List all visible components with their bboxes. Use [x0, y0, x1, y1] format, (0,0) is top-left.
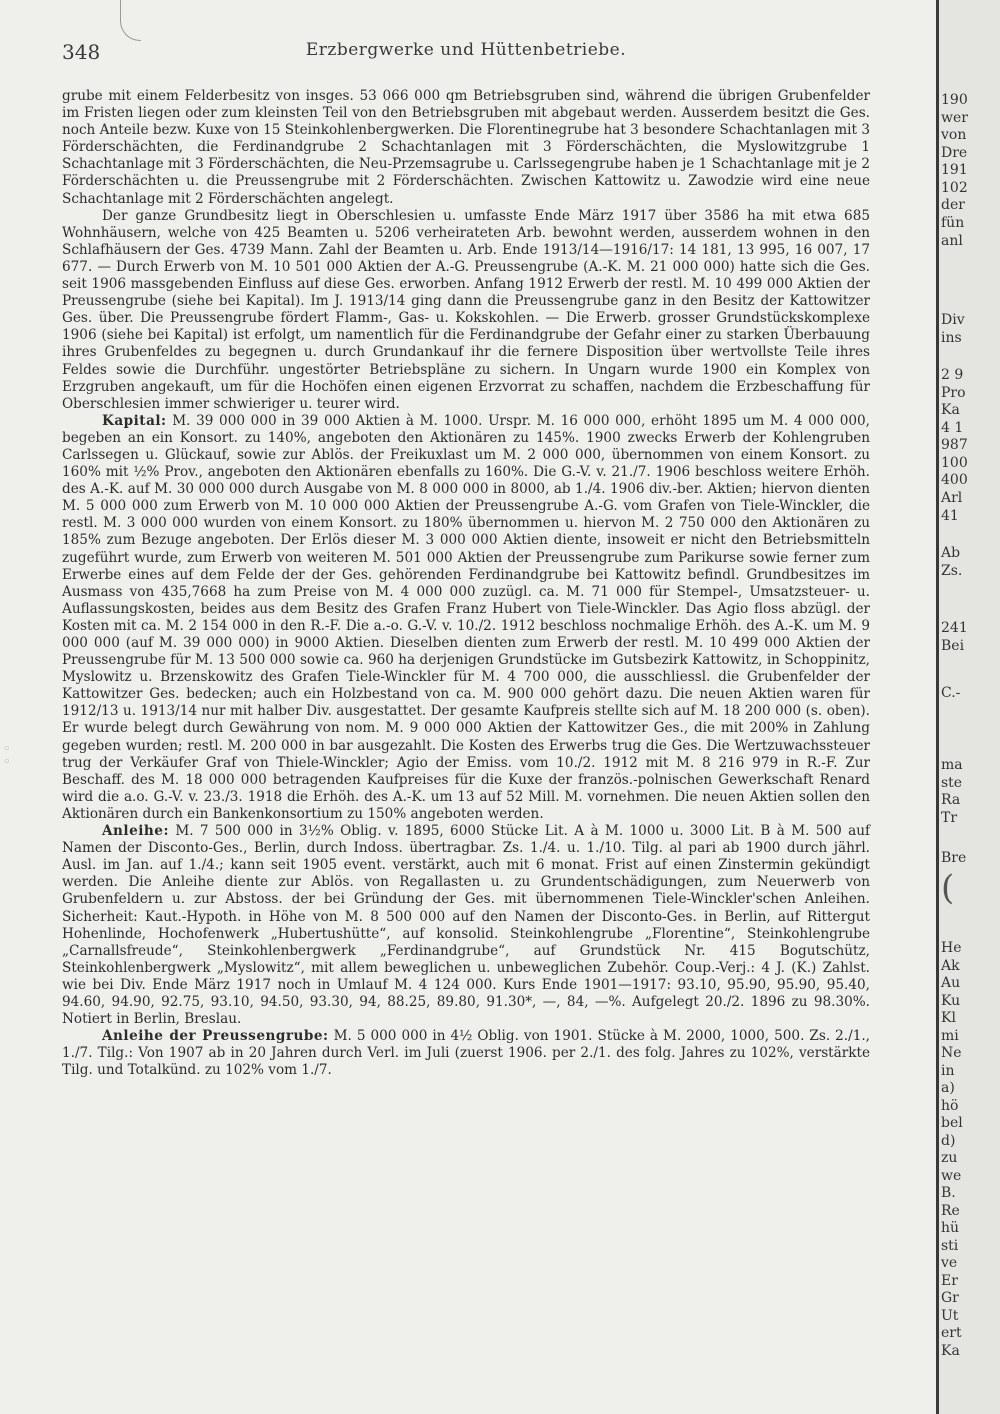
- facing-page-fragment: 100: [941, 455, 968, 471]
- facing-page-fragment: mi: [941, 1028, 959, 1044]
- facing-page-fragment: B.: [941, 1185, 956, 1201]
- facing-page-fragment: Au: [941, 975, 961, 991]
- facing-page-fragment: d): [941, 1133, 956, 1149]
- facing-page-fragment: Er: [941, 1273, 958, 1289]
- facing-page-fragment: C.-: [941, 685, 961, 701]
- facing-page-fragment: we: [941, 1168, 962, 1184]
- facing-page-fragment: Bre: [941, 850, 967, 866]
- facing-page-fragment: Ku: [941, 993, 961, 1009]
- facing-page-fragment: der: [941, 197, 965, 213]
- page-body: [62, 88, 870, 1079]
- facing-page-fragment: 190: [941, 92, 968, 108]
- facing-page-fragment: ma: [941, 757, 963, 773]
- facing-page-fragment: anl: [941, 233, 963, 249]
- facing-page-fragment: Div: [941, 312, 965, 328]
- facing-page-edge: [939, 0, 1000, 1414]
- paragraph-anleihe: [62, 823, 870, 1028]
- facing-page-fragment: ste: [941, 775, 963, 791]
- facing-page-fragment: Tr: [941, 810, 958, 826]
- facing-page-fragment: wer: [941, 110, 968, 126]
- facing-page-fragment: ert: [941, 1325, 962, 1341]
- paragraph-grundbesitz: Der ganze Grundbesitz liegt in Oberschlesien u. umfasste Ende März 1917 über 3586 ha mit etwa 685 Wohnhäusern, welche von 425 Beamten u. 5206 verheirateten Arb. bewohnt werden, ausserdem wohnen in den Schlafhäusern der Ges. 4739 Mann. Zahl der Beamten u. Arb. Ende 1913/14—1916/17: 14 181, 13 995, 16 007, 17 677. — Durch Erwerb von M. 10 501 000 Aktien der A.-G. Preussengrube (A.-K. M. 21 000 000) hatte sich die Ges. seit 1906 massgebenden Einfluss auf diese Ges. erworben. Anfang 1912 Erwerb der restl. M. 10 499 000 Aktien der Preussengrube (siehe bei Kapital). Im J. 1913/14 ging dann die Preussengrube ganz in den Besitz der Kattowitzer Ges. über. Die Preussengrube fördert Flamm-, Gas- u. Kokskohlen. — Die Erwerb. grosser Grundstückskomplexe 1906 (siehe bei Kapital) ist erfolgt, um namentlich für die Ferdinandgrube der Gefahr einer zu starken Überbauung ihres Grubenfeldes zu begegnen u. durch Grundankauf ihr die fernere Disposition über wertvollste Teile ihres Feldes sowie die Durchführ. ungestörter Betriebspläne zu sichern. In Ungarn wurde 1900 ein Komplex von Erzgruben angekauft, um für die Hochöfen einen eigenen Erzvorrat zu schaffen, nachdem die Erzbeschaffung für Oberschlesien immer schwieriger u. teurer wird.: [62, 207, 870, 412]
- facing-page-fragment: Ka: [941, 1343, 960, 1359]
- facing-page-fragment: ve: [941, 1255, 958, 1271]
- facing-page-fragment: Zs.: [941, 563, 963, 579]
- page-header: [62, 40, 870, 64]
- facing-page-fragment: Ra: [941, 792, 961, 808]
- facing-page-fragment: fün: [941, 215, 965, 231]
- facing-page-fragment: Re: [941, 1203, 960, 1219]
- facing-page-fragment: Ak: [941, 958, 960, 974]
- paragraph-kapital: [62, 413, 870, 823]
- anleihe-heading: Anleihe:: [102, 823, 169, 840]
- facing-page-fragment: Ab: [941, 545, 961, 561]
- facing-page-fragment: (: [941, 868, 955, 908]
- facing-page-fragment: Ne: [941, 1045, 962, 1061]
- facing-page-fragment: Arl: [941, 490, 963, 506]
- facing-page-fragment: Gr: [941, 1290, 959, 1306]
- facing-page-fragment: 102: [941, 180, 968, 196]
- anleihe-text: M. 7 500 000 in 3½% Oblig. v. 1895, 6000 Stücke Lit. A à M. 1000 u. 3000 Lit. B à M. 500 auf Namen der Disconto-Ges., Berlin, durch Indoss. übertragbar. Zs. 1./4. u. 1./10. Tilg. al pari ab 1900 durch jährl. Ausl. im Jan. auf 1./4.; kann seit 1905 event. verstärkt, auch mit 6 monat. Frist auf einen Zinstermin gekündigt werden. Die Anleihe diente zur Ablös. von Regallasten u. zu Grundentschädigungen, zum Neuerwerb von Grubenfeldern u. zur Abstoss. der bei Gründung der Ges. mit übernommenen Tiele-Winckler'schen Anleihen. Sicherheit: Kaut.-Hypoth. in Höhe von M. 8 500 000 auf den Namen der Disconto-Ges. in Berlin, auf Rittergut Hohenlinde, Hochofenwerk „Hubertushütte“, auf konsolid. Steinkohlengrube „Florentine“, Steinkohlengrube „Carnallsfreude“, Steinkohlenbergwerk „Ferdinandgrube“, auf Grundstück Nr. 415 Bogutschütz, Steinkohlenbergwerk „Myslowitz“, mit allem beweglichen u. unbeweglichen Zubehör. Coup.-Verj.: 4 J. (K.) Zahlst. wie bei Div. Ende März 1917 noch in Umlauf M. 4 124 000. Kurs Ende 1901—1917: 93.10, 95.90, 95.90, 95.40, 94.60, 94.90, 92.75, 93.10, 94.50, 93.30, 94, 88.25, 89.80, 91.30*, —, 84, —%. Aufgelegt 20./2. 1896 zu 98.30%. Notiert in Berlin, Breslau.: [62, 823, 870, 1028]
- anleihe-preussengrube-heading: Anleihe der Preussengrube:: [102, 1028, 329, 1045]
- paragraph-grubenbesitz: grube mit einem Felderbesitz von insges. 53 066 000 qm Betriebsgruben sind, während die übrigen Grubenfelder im Fristen liegen oder zum kleinsten Teil von den Betriebsgruben mit abgebaut werden. Ausserdem besitzt die Ges. noch Anteile bezw. Kuxe von 15 Steinkohlenbergwerken. Die Florentinegrube hat 3 besondere Schachtanlagen mit 3 Förderschächten, die Ferdinandgrube 2 Schachtanlagen mit 3 Förderschächten, die Myslowitzgrube 1 Schachtanlage mit 3 Förderschächten, die Neu-Przemsagrube u. Carlssegengrube haben je 1 Schachtanlage mit je 2 Förderschächten u. die Preussengrube mit 2 Förderschächten. Zwischen Kattowitz u. Zawodzie wird eine neue Schachtanlage mit 2 Förderschächten angelegt.: [62, 88, 870, 207]
- kapital-heading: Kapital:: [102, 412, 167, 429]
- facing-page-fragment: 400: [941, 472, 968, 488]
- facing-page-fragment: He: [941, 940, 962, 956]
- facing-page-fragment: 4 1: [941, 420, 964, 436]
- anleihe-preussengrube-text: M. 5 000 000 in 4½ Oblig. von 1901. Stücke à M. 2000, 1000, 500. Zs. 2./1., 1./7. Tilg.: Von 1907 ab in 20 Jahren durch Verl. im Juli (zuerst 1906. per 2./1. des folg. Jahres zu 102%, verstärkte Tilg. und Totalkünd. zu 102% vom 1./7.: [62, 1028, 870, 1079]
- facing-page-fragment: von: [941, 127, 967, 143]
- page-number: 348: [62, 40, 101, 64]
- facing-page-fragment: Ka: [941, 402, 960, 418]
- facing-page-fragment: in: [941, 1063, 955, 1079]
- facing-page-fragment: 41: [941, 508, 959, 524]
- facing-page-fragment: Dre: [941, 145, 968, 161]
- running-title: Erzbergwerke und Hüttenbetriebe.: [305, 40, 627, 60]
- facing-page-fragment: ins: [941, 330, 962, 346]
- pen-mark: [120, 0, 141, 41]
- facing-page-fragment: sti: [941, 1238, 959, 1254]
- facing-page-fragment: Ut: [941, 1308, 959, 1324]
- facing-page-fragment: Pro: [941, 385, 966, 401]
- margin-stamp: ◦ ◦: [0, 744, 16, 765]
- facing-page-fragment: Kl: [941, 1010, 956, 1026]
- facing-page-fragment: 241: [941, 620, 968, 636]
- facing-page-fragment: hö: [941, 1098, 959, 1114]
- paragraph-anleihe-preussengrube: [62, 1028, 870, 1079]
- facing-page-fragment: 987: [941, 437, 968, 453]
- facing-page-fragment: a): [941, 1080, 955, 1096]
- facing-page-fragment: 191: [941, 162, 968, 178]
- facing-page-fragment: 2 9: [941, 367, 964, 383]
- facing-page-fragment: Bei: [941, 638, 965, 654]
- facing-page-fragment: bel: [941, 1115, 963, 1131]
- kapital-text: M. 39 000 000 in 39 000 Aktien à M. 1000. Urspr. M. 16 000 000, erhöht 1895 um M. 4 000 000, begeben an ein Konsort. zu 140%, angeboten den Aktionären zu 145%. 1900 zwecks Erwerb der Kohlengruben Carlssegen u. Glückauf, sowie zur Ablös. der Freikuxlast um M. 2 000 000, übernommen von einem Konsort. zu 160% mit ½% Prov., angeboten den Aktionären ebenfalls zu 160%. Die G.-V. v. 21./7. 1906 beschloss weitere Erhöh. des A.-K. auf M. 30 000 000 durch Ausgabe von M. 8 000 000 in 8000, ab 1./4. 1906 div.-ber. Aktien; hiervon dienten M. 5 000 000 zum Erwerb von M. 10 000 000 Aktien der Preussengrube A.-G. vom Grafen von Tiele-Winckler, die restl. M. 3 000 000 wurden von einem Konsort. zu 180% übernommen u. hiervon M. 2 750 000 den Aktionären zu 185% zum Bezuge angeboten. Der Erlös dieser M. 3 000 000 Aktien diente, insoweit er nicht den Betriebsmitteln zugeführt wurde, zum Erwerb von weiteren M. 501 000 Aktien der Preussengrube zum Parikurse sowie ferner zum Erwerbe eines auf dem Felde der der Ges. gehörenden Ferdinandgrube bei Kattowitz befindl. Grundbesitzes im Ausmass von 435,7668 ha zum Preise von M. 4 000 000 zuzügl. ca. M. 71 000 für Stempel-, Umsatzsteuer- u. Auflassungskosten, beides aus dem Besitz des Grafen Franz Hubert von Tiele-Winckler. Das Agio floss abzügl. der Kosten mit ca. M. 2 154 000 in den R.-F. Die a.-o. G.-V. v. 10./2. 1912 beschloss nochmalige Erhöh. des A.-K. um M. 9 000 000 (auf M. 39 000 000) in 9000 Aktien. Dieselben dienten zum Erwerb der restl. M. 10 499 000 Aktien der Preussengrube für M. 13 500 000 sowie ca. 960 ha derjenigen Grundstücke im Gutsbezirk Kattowitz, in Schoppinitz, Myslowitz u. Brzenskowitz des Grafen Tiele-Winckler für M. 4 700 000, die ausschliessl. die Grubenfelder der Kattowitzer Ges. bedecken; auch ein Holzbestand von ca. M. 900 000 gehört dazu. Die neuen Aktien waren für 1912/13 u. 1913/14 nur mit halber Div. ausgestattet. Der gesamte Kaufpreis stellte sich auf M. 18 200 000 (s. oben). Er wurde belegt durch Gewährung von nom. M. 9 000 000 Aktien der Kattowitzer Ges., die mit 200% in Zahlung gegeben wurden; restl. M. 200 000 in bar ausgezahlt. Die Kosten des Erwerbs trug die Ges. Die Wertzuwachssteuer trug der Verkäufer Graf von Thiele-Winckler; Agio der Emiss. vom 10./2. 1912 mit M. 8 216 979 in R.-F. Zur Beschaff. des M. 18 000 000 betragenden Kaufpreises für die Kuxe der französ.-polnischen Gewerkschaft Renard wird die a.o. G.-V. v. 23./3. 1918 die Erhöh. des A.-K. um 13 auf 52 Mill. M. vornehmen. Die neuen Aktien sollen den Aktionären durch ein Bankenkonsortium zu 150% angeboten werden.: [62, 412, 870, 822]
- facing-page-fragment: hü: [941, 1220, 960, 1236]
- facing-page-fragment: zu: [941, 1150, 958, 1166]
